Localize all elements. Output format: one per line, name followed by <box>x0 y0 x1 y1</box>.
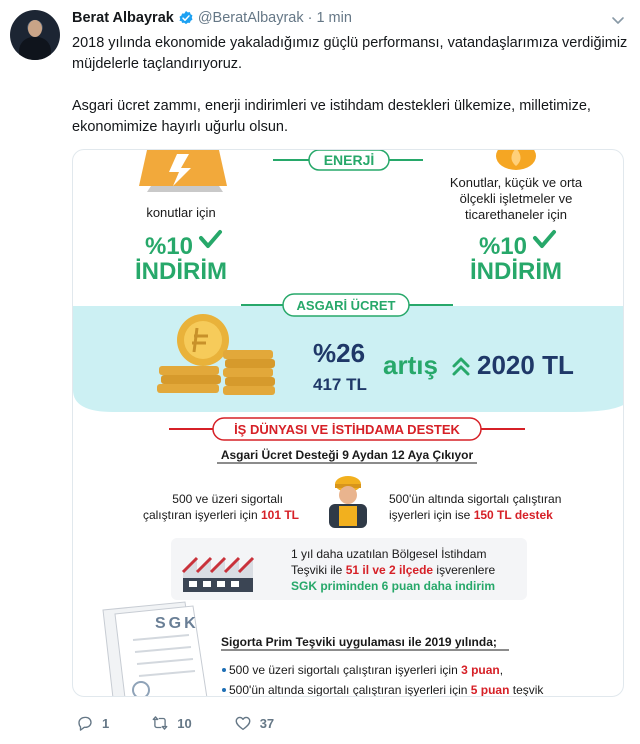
left-support-text: çalıştıran işyerleri için <box>142 508 261 522</box>
regional-line-2 <box>291 563 495 577</box>
tweet-text-paragraph-1: 2018 yılında ekonomide yakaladığımız güçlü performansı, vatandaşlarımıza verdiğimiz müjdelerle taçlandırıyoruz. <box>72 35 628 72</box>
check-icon <box>201 232 220 246</box>
energy-right-caption-2: ölçekli işletmeler ve <box>459 191 573 206</box>
check-icon <box>535 232 554 246</box>
support-subtitle: Asgari Ücret Desteği 9 Aydan 12 Aya Çıkıyor <box>220 448 474 462</box>
wage-total: 2020 TL <box>477 350 574 380</box>
bullet-2-value: 5 puan <box>470 683 510 697</box>
energy-left-percent: %10 <box>144 233 194 260</box>
regional-text-a: Teşviki ile <box>291 563 346 577</box>
wage-title: ASGARİ ÜCRET <box>296 298 396 313</box>
left-support-amount: 101 TL <box>260 508 299 522</box>
energy-right-caption-1: Konutlar, küçük ve orta <box>449 175 583 190</box>
tweet-text <box>72 33 628 138</box>
wage-increase-word: artış <box>383 350 438 380</box>
tweet-header <box>72 10 352 26</box>
regional-count: 51 il ve 2 ilçede <box>345 563 434 577</box>
author-name[interactable]: Berat Albayrak <box>72 10 174 26</box>
regional-text-c: işverenlere <box>433 563 496 577</box>
bullet-1-text: 500 ve üzeri sigortalı çalıştıran işyerleri için <box>229 663 462 677</box>
regional-line-1: 1 yıl daha uzatılan Bölgesel İstihdam <box>291 547 487 561</box>
reply-button[interactable] <box>76 714 109 732</box>
sgk-label: SGK <box>155 615 199 632</box>
heart-icon <box>234 714 252 732</box>
retweet-count: 10 <box>177 715 192 731</box>
energy-right-percent: %10 <box>478 233 528 260</box>
bullet-1-value: 3 puan <box>461 663 500 677</box>
retweet-button[interactable] <box>151 714 191 732</box>
left-support-line-2 <box>143 508 299 522</box>
like-button[interactable] <box>234 714 274 732</box>
support-title: İŞ DÜNYASI VE İSTİHDAMA DESTEK <box>234 422 460 437</box>
bullet-2-text: 500'ün altında sigortalı çalıştıran işyerleri için <box>229 683 471 697</box>
right-support-line-2 <box>389 508 553 522</box>
wage-increase-amount: 417 TL <box>313 375 367 394</box>
meta-separator: · <box>307 10 313 26</box>
author-avatar[interactable] <box>10 10 60 60</box>
chevron-down-icon[interactable] <box>610 12 626 28</box>
retweet-icon <box>151 714 169 732</box>
avatar-suit <box>19 37 51 60</box>
tweet-image[interactable] <box>72 149 624 697</box>
right-support-line-1: 500'ün altında sigortalı çalıştıran <box>389 492 562 506</box>
premium-title: Sigorta Prim Teşviki uygulaması ile 2019 yılında; <box>221 635 497 649</box>
right-support-amount: 150 TL destek <box>473 508 553 522</box>
bullet-dot <box>222 668 226 672</box>
tweet-timestamp[interactable]: 1 min <box>316 10 352 26</box>
regional-line-3: SGK priminden 6 puan daha indirim <box>291 579 496 593</box>
bullet-2 <box>229 683 544 697</box>
energy-right-caption-3: ticarethaneler için <box>465 207 567 222</box>
bolt-icon <box>139 150 227 192</box>
left-support-line-1: 500 ve üzeri sigortalı <box>172 492 283 506</box>
avatar-face <box>28 20 42 37</box>
energy-left-caption: konutlar için <box>146 205 216 220</box>
infographic <box>73 150 624 697</box>
reply-icon <box>76 714 94 732</box>
flame-icon <box>496 150 536 170</box>
like-count: 37 <box>259 715 275 731</box>
wage-percent: %26 <box>313 338 366 368</box>
bullet-2-end: teşvik <box>509 683 544 697</box>
author-handle[interactable]: @BeratAlbayrak <box>197 10 304 26</box>
reply-count: 1 <box>102 715 110 731</box>
tweet-text-paragraph-2: Asgari ücret zammı, enerji indirimleri ve istihdam destekleri ülkemize, milletimize, ekonomimize hayırlı uğurlu olsun. <box>72 98 591 135</box>
bullet-1-end: , <box>499 663 504 677</box>
energy-right-discount: İNDİRİM <box>470 258 562 285</box>
right-support-text: işyerleri için ise <box>389 508 474 522</box>
energy-left-discount: İNDİRİM <box>135 258 227 285</box>
worker-icon <box>329 476 367 528</box>
bullet-dot <box>222 688 226 692</box>
tweet-actions <box>76 714 316 732</box>
verified-badge-icon <box>178 10 194 26</box>
bullet-1 <box>229 663 503 677</box>
energy-title: ENERJİ <box>323 152 375 168</box>
